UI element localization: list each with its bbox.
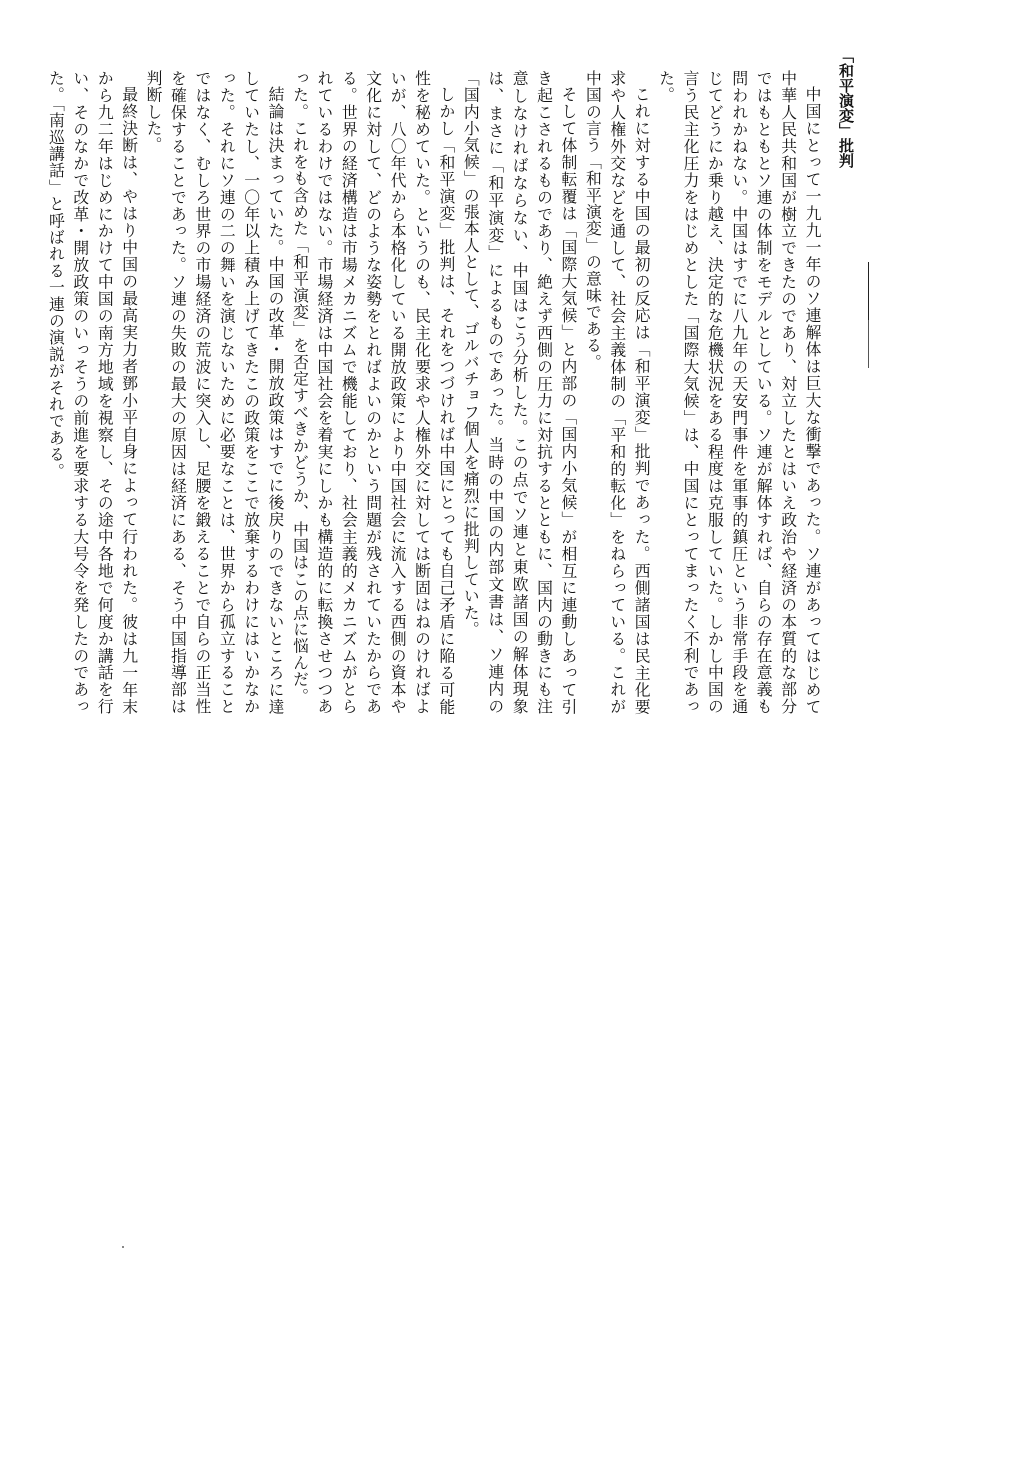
paragraph: 中国にとって一九九一年のソ連解体は巨大な衝撃であった。ソ連があってはじめて中華人民共和国が樹立できたのであり、対立したとはいえ政治や経済の本質的な部分ではもともとソ連の体制をモデルとしている。ソ連が解体すれば、自らの存在意義も問われかねない。中国はすでに八九年の天安門事件を軍事的鎮圧という非常手段を通じてどうにか乗り越え、決定的な危機状況をある程度は克服していた。しかし中国の言う民主化圧力をはじめとした「国際大気候」は、中国にとってまったく不利であった。 xyxy=(656,70,822,715)
paragraph: そして体制転覆は「国際大気候」と内部の「国内小気候」が相互に連動しあって引き起こされるものであり、絶えず西側の圧力に対抗するとともに、国内の動きにも注意しなければならない、中国はこう分析した。この点でソ連と東欧諸国の解体現象は、まさに「和平演変」によるものであった。当時の中国の内部文書は、ソ連内の「国内小気候」の張本人として、ゴルバチョフ個人を痛烈に批判していた。 xyxy=(461,70,578,715)
paragraph: しかし「和平演変」批判は、それをつづければ中国にとっても自己矛盾に陥る可能性を秘めていた。というのも、民主化要求や人権外交に対しては断固はねのければよいが、八〇年代から本格化している開放政策により中国社会に流入する西側の資本や文化に対して、どのような姿勢をとればよいのかという問題が残されていたからである。世界の経済構造は市場メカニズムで機能しており、社会主義的メカニズムがとられているわけではない。市場経済は中国社会を着実にしかも構造的に転換させつつあった。これをも含めた「和平演変」を否定すべきかどうか、中国はこの点に悩んだ。 xyxy=(290,70,456,715)
body-text xyxy=(46,70,824,715)
section-heading: 「和平演変」批判 xyxy=(837,48,855,168)
scan-speck xyxy=(122,1246,124,1248)
paragraph: 結論は決まっていた。中国の改革・開放政策はすでに後戻りのできないところに達していたし、一〇年以上積み上げてきたこの政策をここで放棄するわけにはいかなかった。それにソ連の二の舞いを演じないために必要なことは、世界から孤立することではなく、むしろ世界の市場経済の荒波に突入し、足腰を鍛えることで自らの正当性を確保することであった。ソ連の失敗の最大の原因は経済にある、そう中国指導部は判断した。 xyxy=(144,70,286,715)
paragraph: 最終決断は、やはり中国の最高実力者鄧小平自身によって行われた。彼は九一年末から九二年はじめにかけて中国の南方地域を視察し、その途中各地で何度か講話を行い、そのなかで改革・開放政策のいっそうの前進を要求する大号令を発したのであった。「南巡講話」と呼ばれる一連の演説がそれである。 xyxy=(46,70,139,715)
paragraph: これに対する中国の最初の反応は「和平演変」批判であった。西側諸国は民主化要求や人権外交などを通して、社会主義体制の「平和的転化」をねらっている。これが中国の言う「和平演変」の意味である。 xyxy=(583,70,652,715)
margin-rule-mark xyxy=(868,262,869,320)
margin-rule-mark xyxy=(868,320,869,368)
